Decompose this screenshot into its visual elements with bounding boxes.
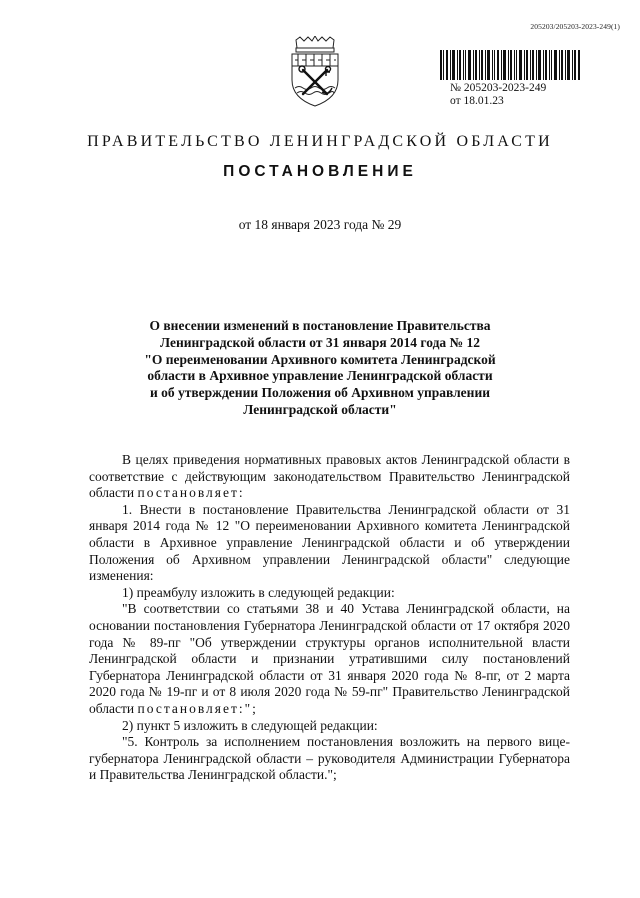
item-1-1-paragraph: 1) преамбулу изложить в следующей редакции: [122, 584, 395, 600]
registration-number: № 205203-2023-249 [450, 82, 547, 94]
preamble-verb: постановляет:"; [137, 700, 258, 716]
subject-line: "О переименовании Архивного комитета Ленинградской [144, 351, 496, 367]
document-type: ПОСТАНОВЛЕНИЕ [223, 163, 417, 180]
item-1-2-paragraph: 2) пункт 5 изложить в следующей редакции: [122, 717, 378, 733]
intro-verb: постановляет: [137, 485, 245, 501]
subject-line: О внесении изменений в постановление Правительства [149, 318, 491, 333]
government-title: ПРАВИТЕЛЬСТВО ЛЕНИНГРАДСКОЙ ОБЛАСТИ [87, 133, 553, 150]
registration-date: от 18.01.23 [450, 95, 504, 107]
subject-line: Ленинградской области" [243, 401, 397, 417]
preamble-paragraph [89, 601, 570, 717]
point-5-paragraph: "5. Контроль за исполнением постановления возложить на первого вице-губернатора Ленинградской области – руководителя Администрации Губернатора и Правительства Ленинградской области."; [89, 734, 570, 783]
intro-paragraph [89, 452, 570, 502]
item-1-paragraph: 1. Внести в постановление Правительства Ленинградской области от 31 января 2014 года № 12 "О переименовании Архивного комитета Ленинградской области в Архивное управление Ленинградской области и об утверждении Положения об Архивном управлении Ленинградской области" следующие изменения: [89, 501, 570, 584]
leningrad-oblast-coat-of-arms-icon [286, 36, 344, 108]
preamble-text: "В соответствии со статьями 38 и 40 Устава Ленинградской области, на основании постановления Губернатора Ленинградской области от 17 октября 2020 года № 89-пг "Об утверждении структуры органов исполнительной власти Ленинградской области и признании утратившими силу постановлений Губернатора Ленинградской области от 31 января 2020 года № 8-пг, от 2 марта 2020 года № 19-пг и от 8 июля 2020 года № 59-пг" Правительство Ленинградской области [89, 601, 570, 716]
subject-line: Ленинградской области от 31 января 2014 года № 12 [160, 334, 480, 350]
document-body [89, 452, 570, 784]
subject-line: и об утверждении Положения об Архивном управлении [149, 385, 490, 401]
barcode-icon [440, 50, 580, 80]
intro-text: В целях приведения нормативных правовых актов Ленинградской области в соответствие с действующим законодательством Правительство Ленинградской области [89, 452, 570, 501]
document-date-number: от 18 января 2023 года № 29 [238, 217, 402, 232]
registration-block [450, 82, 546, 108]
document-subject [110, 318, 530, 419]
document-reference: 205203/205203-2023-249(1) [530, 22, 620, 31]
subject-line: области в Архивное управление Ленинградской области [147, 368, 493, 384]
